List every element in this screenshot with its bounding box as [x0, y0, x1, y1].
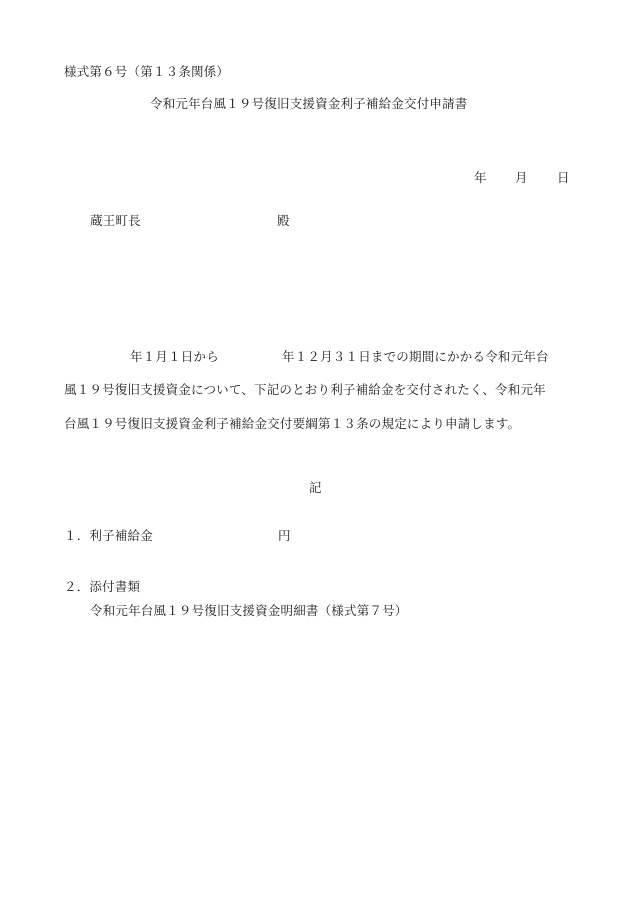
form-number: 様式第６号（第１３条関係）: [64, 64, 230, 79]
body-line-2: 風１９号復旧支援資金について、下記のとおり利子補給金を交付されたく、令和元年: [64, 382, 546, 397]
body-line-1-part-2: 年１２月３１日までの期間にかかる令和元年台: [282, 349, 549, 364]
addressee-honorific: 殿: [277, 213, 290, 228]
body-line-3: 台風１９号復旧支援資金利子補給金交付要綱第１３条の規定により申請します。: [64, 416, 521, 431]
item-1-label: １．利子補給金: [64, 528, 153, 543]
date-day-label: 日: [557, 170, 570, 185]
ki-heading: 記: [309, 480, 322, 495]
item-2-detail: 令和元年台風１９号復旧支援資金明細書（様式第７号）: [90, 603, 408, 618]
document-title: 令和元年台風１９号復旧支援資金利子補給金交付申請書: [150, 96, 468, 111]
item-1-unit: 円: [278, 528, 291, 543]
date-year-label: 年: [474, 170, 487, 185]
body-line-1-part-1: 年１月１日から: [130, 349, 219, 364]
item-2-label: ２．添付書類: [64, 579, 141, 594]
date-month-label: 月: [515, 170, 528, 185]
addressee-name: 蔵王町長: [90, 213, 141, 228]
